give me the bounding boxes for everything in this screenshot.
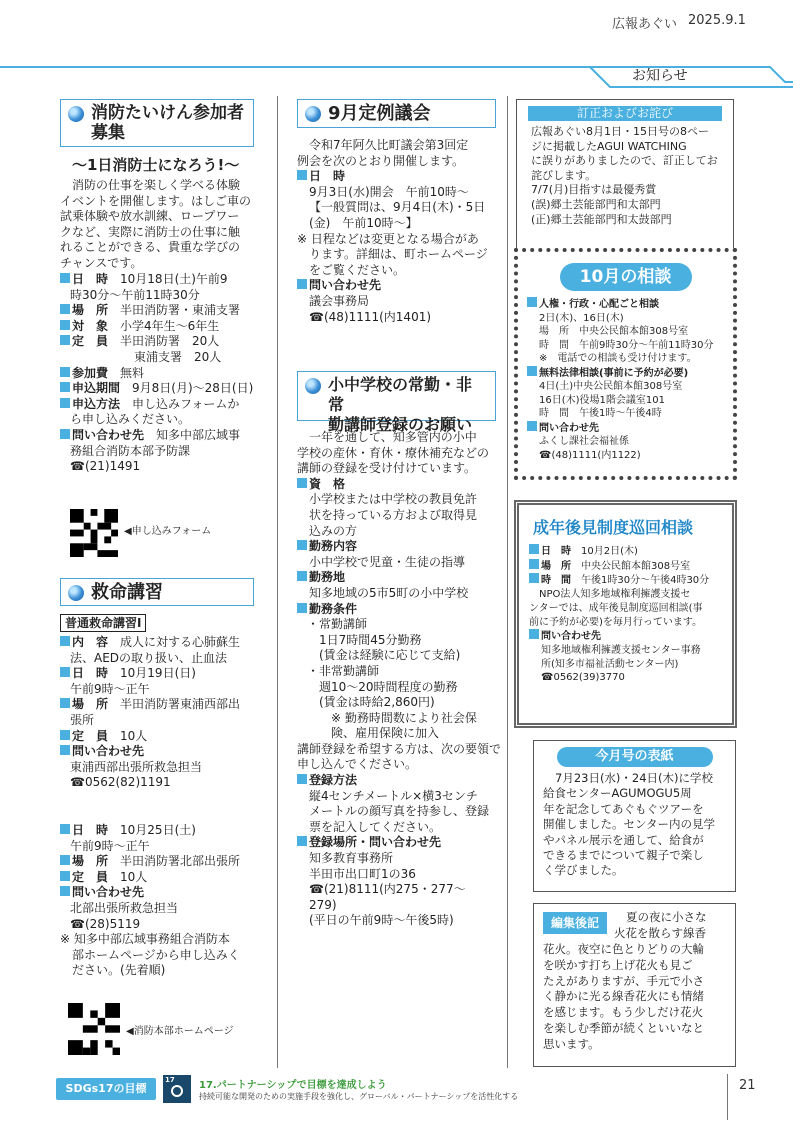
bullet-square — [529, 544, 539, 554]
text-line: 講師登録を希望する方は、次の要領で — [297, 741, 502, 756]
item-value: 10月18日(土)午前9 — [120, 272, 228, 286]
lifesaving-title — [60, 578, 254, 606]
text-line: れることができる、貴重な学びの — [60, 240, 241, 255]
item-value: 午前9時～正午 — [70, 681, 150, 696]
item-value: 4日(土)中央公民館本館308号室 — [539, 381, 683, 392]
bullet-square — [529, 573, 539, 583]
fire-experience-title — [60, 99, 254, 147]
header — [0, 0, 793, 90]
text-line: く学びました。 — [543, 863, 624, 878]
bullet-square — [527, 366, 537, 376]
text-line: く静かに光る線香花火にも情緒 — [543, 989, 704, 1004]
item-value: 9月3日(水)開会 午前10時～ — [309, 184, 469, 199]
item-value: 縦4センチメートル×横3センチ — [309, 788, 478, 803]
text-line: 花火。夜空に色とりどりの大輪 — [543, 942, 704, 956]
item-label: 時 間 — [541, 575, 571, 587]
bullet-square — [297, 170, 307, 180]
page-divider — [727, 1074, 728, 1120]
qr-code-icon[interactable] — [68, 1003, 120, 1055]
item-value: 成人に対する心肺蘇生 — [120, 635, 241, 649]
cover-box — [533, 740, 736, 892]
item-value: ふくし課社会福祉係 — [539, 436, 629, 447]
text-line: 年を記念してあぐもぐツアーを — [543, 801, 704, 816]
item-value: 半田市出口町1の36 — [309, 866, 416, 881]
column-divider-2 — [507, 96, 508, 1068]
item-value: 状を持っている方および取得見 — [309, 507, 478, 522]
text-line: を楽しむ季節が続くといいなと — [543, 1020, 704, 1035]
item-label: 申込期間 — [72, 381, 121, 396]
note-line: ※ 知多中部広域事務組合消防本 — [60, 932, 230, 947]
sdg-goal-title: 17.パートナーシップで目標を達成しよう — [199, 1080, 387, 1091]
fire-experience-details — [60, 272, 272, 475]
phone-number: ☎0562(82)1191 — [70, 775, 171, 790]
teacher-registration-body — [297, 430, 503, 929]
item-label: 内 容 — [72, 635, 109, 649]
item-label: 問い合わせ先 — [72, 427, 145, 442]
text-line: 7月23日(水)・24日(木)に学校 — [555, 771, 714, 785]
phone-number: ☎(21)8111(内275・277～ — [309, 882, 466, 897]
lifesaving-details-2 — [60, 823, 272, 979]
item-label: 問い合わせ先 — [72, 885, 145, 900]
item-value: 時30分～午前11時30分 — [70, 287, 200, 302]
cover-body — [543, 771, 735, 879]
item-label: 無料法律相談(事前に予約が必要) — [539, 367, 689, 379]
bullet-square — [60, 871, 70, 881]
header-rule — [0, 66, 591, 68]
item-value: 2日(木)、16日(木) — [539, 312, 624, 324]
item-value: 10月25日(土) — [120, 823, 196, 837]
text-line: 申し込んでください。 — [297, 757, 418, 772]
bullet-square — [60, 855, 70, 865]
item-value: 279) — [309, 897, 337, 912]
item-value: 法、AEDの取り扱い、止血法 — [70, 650, 228, 665]
item-value: 10人 — [120, 869, 148, 884]
bullet-square — [297, 603, 307, 613]
item-label: 場 所 — [541, 560, 571, 572]
text-line: ジに掲載したAGUI WATCHING — [531, 139, 687, 153]
item-value: 半田消防署北部出張所 — [120, 854, 241, 869]
item-value: ・非常勤講師 — [307, 663, 380, 678]
postscript-first — [614, 910, 707, 942]
note-line: ※ 日程などは変更となる場合があ — [297, 231, 479, 246]
item-label: 登録場所・問い合わせ先 — [309, 835, 442, 850]
item-value: 中央公民館本館308号室 — [581, 560, 691, 572]
teacher-registration-title — [297, 371, 496, 434]
course-badge: 普通救命講習Ⅰ — [60, 614, 146, 632]
item-label: 参加費 — [72, 365, 109, 380]
item-value: 時 間 午後1時～午後4時 — [539, 408, 662, 419]
bullet-square — [60, 698, 70, 708]
item-value: 東浦西部出張所救急担当 — [70, 759, 203, 774]
item-value: 半田消防署東浦西部出 — [120, 697, 241, 712]
item-value: 東浦支署 20人 — [134, 349, 222, 364]
text-line: 火花を散らす線香 — [614, 925, 706, 940]
bullet-square — [60, 320, 70, 330]
item-value: (金) 午前10時～】 — [309, 215, 418, 230]
item-value: (平日の午前9時～午後5時) — [309, 913, 454, 928]
item-value: 北部出張所救急担当 — [70, 900, 179, 915]
note-line: をご覧ください。 — [309, 262, 406, 277]
bullet-square — [60, 730, 70, 740]
correction-title: 訂正およびお詫び — [528, 106, 722, 121]
item-label: 申込方法 — [72, 396, 121, 411]
item-value: 1日7時間45分勤務 — [307, 632, 422, 647]
bullet-square — [60, 273, 70, 283]
item-value: 場 所 中央公民館本館308号室 — [539, 326, 689, 337]
item-value: ら申し込みください。 — [70, 412, 191, 427]
item-value: 16日(木)役場1階会議室101 — [539, 394, 665, 406]
item-value: 半田消防署・東浦支署 — [120, 303, 241, 318]
text-line: を感じます。もう少しだけ花火 — [543, 1005, 704, 1020]
bullet-square — [60, 382, 70, 392]
text-line: 例会を次のとおり開催します。 — [297, 153, 465, 168]
note-line: ださい。(先着順) — [72, 963, 166, 978]
blue-ball-icon — [305, 106, 321, 122]
item-value: 所(知多市福祉活動センター内) — [541, 658, 679, 670]
bullet-square — [60, 745, 70, 755]
text-line: NPO法人知多地域権利擁護支援セ — [539, 589, 691, 601]
bullet-square — [60, 335, 70, 345]
bullet-square — [529, 559, 539, 569]
item-value: 半田消防署 20人 — [120, 334, 220, 349]
assembly-body — [297, 138, 503, 325]
postscript-body — [543, 942, 704, 1053]
item-label: 定 員 — [72, 869, 109, 884]
blue-ball-icon — [68, 585, 84, 601]
item-value: ・常勤講師 — [307, 617, 368, 632]
item-value: 【一般質問は、9月4日(木)・5日 — [309, 200, 486, 215]
section-name: お知らせ — [632, 68, 688, 84]
text-line: 広報あぐい8月1日・15日号の8ペー — [531, 125, 709, 138]
item-value: (賃金は経験に応じて支給) — [307, 648, 461, 663]
text-line: やパネル展示を通して、給食が — [543, 832, 704, 847]
title-text: 9月定例議会 — [328, 103, 431, 124]
item-value: 小中学校で児童・生徒の指導 — [309, 554, 466, 569]
column-divider-1 — [277, 96, 278, 1068]
postscript-box — [533, 903, 736, 1067]
item-label: 場 所 — [72, 303, 109, 318]
item-label: 問い合わせ先 — [541, 631, 601, 643]
item-value: 票を記入してください。 — [309, 819, 442, 834]
correction-box — [516, 99, 734, 265]
issue-date: 2025.9.1 — [688, 13, 746, 28]
item-label: 問い合わせ先 — [309, 278, 382, 293]
item-value: 10人 — [120, 728, 148, 743]
bullet-square — [60, 429, 70, 439]
item-label: 日 時 — [541, 546, 571, 557]
text-line: 詫びします。 — [531, 168, 597, 182]
bullet-square — [297, 478, 307, 488]
text-line: 開催しました。センター内の見学 — [543, 817, 716, 832]
text-line: 講師の登録を受け付けています。 — [297, 461, 477, 476]
bullet-square — [60, 636, 70, 646]
item-label: 勤務条件 — [309, 601, 358, 616]
bullet-square — [527, 421, 537, 431]
item-label: 日 時 — [72, 666, 109, 681]
bullet-square — [297, 540, 307, 550]
bullet-square — [60, 304, 70, 314]
text-line: ンターでは、成年後見制度巡回相談(事 — [529, 602, 703, 614]
item-label: 定 員 — [72, 334, 109, 349]
qr-caption: ◀申し込みフォーム — [124, 526, 212, 537]
text-line: 夏の夜に小さな — [626, 910, 707, 924]
assembly-title — [297, 99, 496, 128]
phone-number: ☎(48)1111(内1122) — [539, 449, 641, 461]
item-value: ※ 電話での相談も受け付けます。 — [539, 353, 697, 364]
text-line: に誤りがありましたので、訂正してお — [531, 154, 718, 168]
postscript-title: 編集後記 — [543, 912, 607, 934]
text-line: 給食センターAGUMOGU5周 — [543, 786, 692, 801]
item-value: 小学校または中学校の教員免許 — [309, 492, 478, 507]
item-value: 知多地域権利擁護支援センター事務 — [541, 644, 701, 656]
consultation-box — [514, 248, 737, 480]
item-label: 場 所 — [72, 697, 109, 712]
item-value: 知多地域の5市5町の小中学校 — [309, 585, 469, 600]
note-line: 部ホームページから申し込みく — [72, 947, 240, 962]
fire-experience-intro — [60, 178, 270, 272]
item-value: 無料 — [120, 365, 145, 380]
text-line: できるまでについて親子で楽し — [543, 848, 704, 863]
blue-ball-icon — [68, 106, 84, 122]
text-line: 学校の産休・育休・療休補充などの — [297, 445, 490, 460]
text-line: 思います。 — [543, 1036, 600, 1051]
flower-icon — [171, 1085, 183, 1097]
bullet-square — [60, 667, 70, 677]
item-label: 勤務地 — [309, 570, 346, 585]
text-line: 消防の仕事を楽しく学べる体験 — [72, 178, 241, 192]
item-value: 務組合消防本部予防課 — [70, 443, 191, 458]
title-line: 小中学校の常勤・非常 — [328, 375, 473, 414]
bullet-square — [60, 824, 70, 834]
text-line: (正)郷土芸能部門和太鼓部門 — [531, 212, 672, 226]
item-value: 午前9時～正午 — [70, 838, 150, 853]
item-value: 知多教育事務所 — [309, 851, 394, 866]
guardianship-body — [529, 544, 732, 685]
text-line: 試乗体験や放水訓練、ロープワー — [60, 209, 240, 224]
bullet-square — [60, 398, 70, 408]
bullet-square — [529, 629, 539, 639]
sdg-goal-icon — [163, 1075, 191, 1103]
guardianship-box — [514, 500, 737, 728]
sdg-goal-description: 持続可能な開発のための実施手段を強化し、グローバル・パートナーシップを活性化する — [199, 1092, 519, 1101]
blue-ball-icon — [305, 378, 321, 394]
text-line: 前に予約が必要)を毎月行っています。 — [529, 616, 703, 628]
text-line: チャンスです。 — [60, 255, 143, 270]
item-value: 10月2日(木) — [581, 546, 638, 557]
qr-caption: ◀消防本部ホームページ — [126, 1026, 234, 1037]
bullet-square — [297, 571, 307, 581]
sdg-goal-number: 17 — [165, 1076, 175, 1084]
item-value: 張所 — [70, 712, 95, 727]
item-value: 時 間 午前9時30分～午前11時30分 — [539, 339, 714, 351]
item-value: 議会事務局 — [309, 293, 370, 308]
item-value: 険、雇用保険に加入 — [307, 726, 440, 741]
text-line: クなど、実際に消防士の仕事に触 — [60, 224, 241, 239]
item-value: 込みの方 — [309, 523, 358, 538]
correction-body — [531, 125, 733, 227]
item-value: 申し込みフォームか — [132, 396, 240, 411]
cover-title: 今月号の表紙 — [557, 747, 713, 767]
guardianship-title: 成年後見制度巡回相談 — [533, 518, 694, 537]
item-label: 問い合わせ先 — [72, 744, 145, 759]
phone-number: ☎0562(39)3770 — [541, 672, 625, 684]
page-number: 21 — [739, 1078, 756, 1093]
bullet-square — [527, 297, 537, 307]
title-line: 消防たいけん参加者 — [91, 103, 244, 123]
item-label: 登録方法 — [309, 773, 358, 788]
item-value: 小学4年生～6年生 — [120, 318, 220, 333]
item-label: 問い合わせ先 — [539, 422, 599, 434]
bullet-square — [297, 836, 307, 846]
title-line: 募集 — [91, 123, 125, 143]
text-line: たえがありますが、手元で小さ — [543, 973, 704, 988]
text-line: イベントを開催します。はしご車の — [60, 193, 252, 208]
item-value: ※ 勤務時間数により社会保 — [307, 710, 477, 725]
item-label: 日 時 — [72, 272, 109, 286]
item-value: 知多中部広域事 — [156, 427, 241, 442]
note-line: ります。詳細は、町ホームページ — [309, 247, 488, 262]
item-label: 日 時 — [309, 169, 346, 184]
lifesaving-details-1 — [60, 635, 272, 791]
phone-number: ☎(28)5119 — [70, 916, 141, 931]
phone-number: ☎(21)1491 — [70, 459, 141, 474]
item-value: 午後1時30分～午後4時30分 — [581, 575, 710, 587]
item-value: メートルの顔写真を持参し、登録 — [309, 804, 490, 819]
item-label: 勤務内容 — [309, 539, 358, 554]
title-line: 勤講師登録のお願い — [328, 415, 473, 434]
phone-number: ☎(48)1111(内1401) — [309, 309, 432, 324]
qr-code-icon[interactable] — [70, 509, 118, 557]
consultation-body — [527, 297, 733, 462]
header-tab-shape — [585, 60, 793, 90]
item-value: 9月8日(月)～28日(日) — [132, 381, 254, 396]
sdgs-label: SDGs17の目標 — [56, 1078, 156, 1100]
item-label: 対 象 — [72, 318, 109, 333]
item-label: 資 格 — [309, 476, 346, 491]
item-label: 日 時 — [72, 823, 109, 837]
item-value: (賃金は時給2,860円) — [307, 695, 435, 710]
bullet-square — [60, 886, 70, 896]
text-line: 7/7(月)目指すは最優秀賞 — [531, 183, 657, 197]
item-value: 10月19日(日) — [120, 666, 196, 681]
item-label: 場 所 — [72, 854, 109, 869]
bullet-square — [297, 774, 307, 784]
publication-name: 広報あぐい — [612, 17, 678, 32]
consultation-title: 10月の相談 — [560, 263, 692, 291]
text-line: (誤)郷土芸能部門和太部門 — [531, 197, 661, 211]
item-label: 定 員 — [72, 728, 109, 743]
text-line: 令和7年阿久比町議会第3回定 — [309, 138, 469, 152]
text-line: を咲かす打ち上げ花火も見ご — [543, 957, 693, 972]
fire-experience-subtitle: ～1日消防士になろう!～ — [72, 156, 240, 174]
bullet-square — [60, 367, 70, 377]
text-line: 一年を通して、知多管内の小中 — [309, 430, 477, 444]
item-value: 週10～20時間程度の勤務 — [307, 679, 458, 694]
item-label: 人権・行政・心配ごと相談 — [539, 299, 659, 310]
title-text: 救命講習 — [91, 582, 163, 603]
bullet-square — [297, 279, 307, 289]
